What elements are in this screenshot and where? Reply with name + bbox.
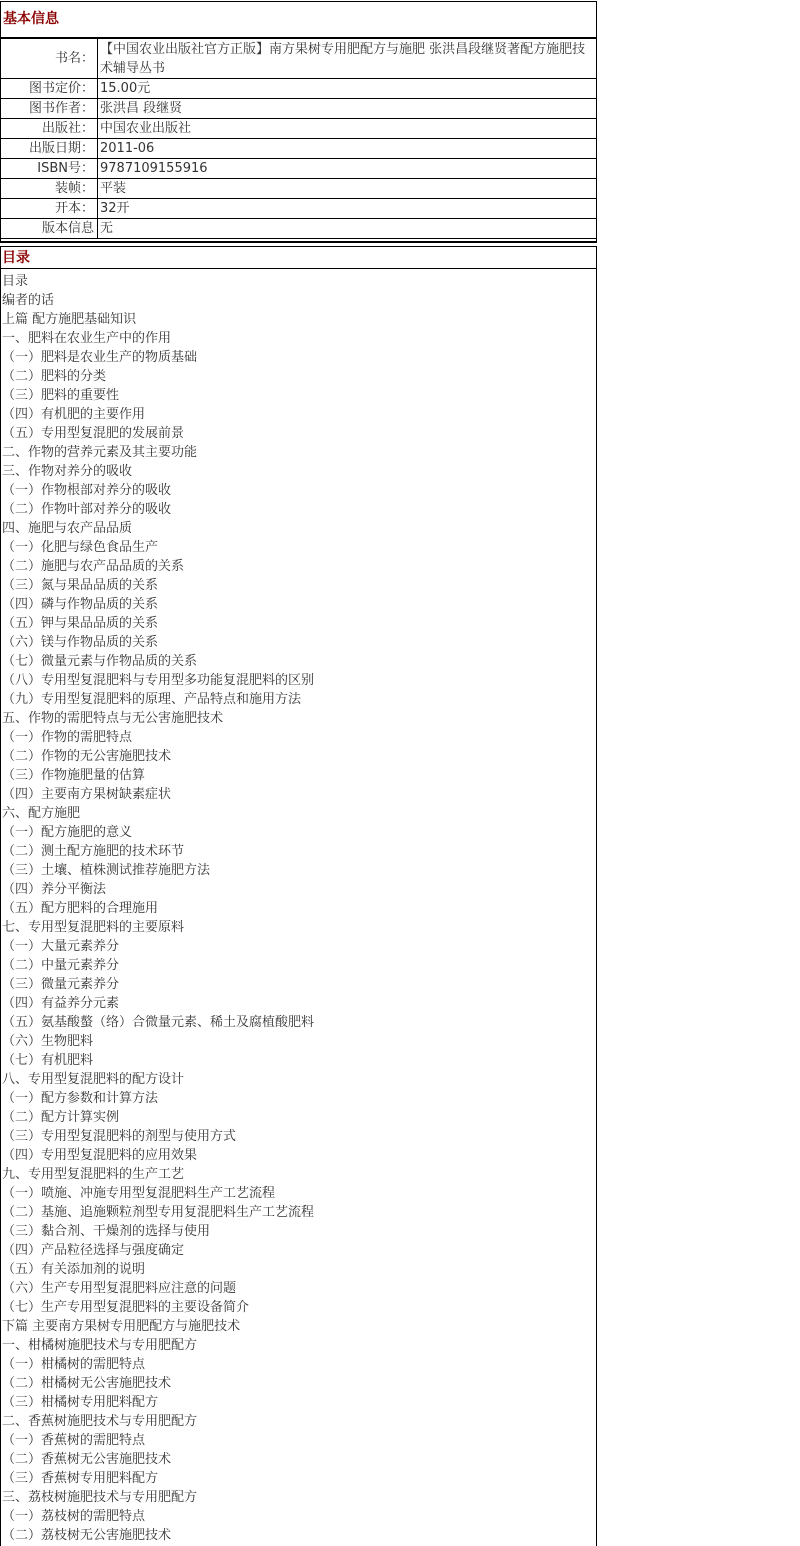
toc-item: 目录 — [2, 274, 29, 289]
info-value: 无 — [98, 219, 597, 239]
info-value: 32开 — [98, 199, 597, 219]
toc-item: （三）柑橘树专用肥料配方 — [2, 1395, 159, 1410]
toc-item: （三）作物施肥量的估算 — [2, 768, 146, 783]
toc-item: 一、肥料在农业生产中的作用 — [2, 331, 172, 346]
toc-item: （二）肥料的分类 — [2, 369, 107, 384]
toc-item: 三、荔枝树施肥技术与专用肥配方 — [2, 1490, 198, 1505]
toc-item: 四、施肥与农产品品质 — [2, 521, 133, 536]
toc-item: （三）黏合剂、干燥剂的选择与使用 — [2, 1224, 211, 1239]
info-row — [1, 219, 596, 239]
toc-item: （一）柑橘树的需肥特点 — [2, 1357, 146, 1372]
toc-item: （三）专用型复混肥料的剂型与使用方式 — [2, 1129, 237, 1144]
toc-item: （二）作物叶部对养分的吸收 — [2, 502, 172, 517]
info-label: 开本： — [1, 199, 98, 219]
toc-item: （二）施肥与农产品品质的关系 — [2, 559, 185, 574]
toc-item: 六、配方施肥 — [2, 806, 81, 821]
toc-item: 三、作物对养分的吸收 — [2, 464, 133, 479]
toc-panel — [0, 246, 597, 1546]
info-value: 中国农业出版社 — [98, 119, 597, 139]
toc-item: （七）微量元素与作物品质的关系 — [2, 654, 198, 669]
toc-item: （七）生产专用型复混肥料的主要设备简介 — [2, 1300, 250, 1315]
toc-item: （三）微量元素养分 — [2, 977, 120, 992]
toc-item: （二）荔枝树无公害施肥技术 — [2, 1528, 172, 1543]
info-label: 图书作者： — [1, 99, 98, 119]
toc-item: （五）专用型复混肥的发展前景 — [2, 426, 185, 441]
toc-item: （二）香蕉树无公害施肥技术 — [2, 1452, 172, 1467]
basic-info-table — [1, 39, 596, 239]
info-row — [1, 39, 596, 79]
info-row — [1, 119, 596, 139]
toc-item: （一）配方参数和计算方法 — [2, 1091, 159, 1106]
toc-item: 九、专用型复混肥料的生产工艺 — [2, 1167, 185, 1182]
toc-item: （一）作物根部对养分的吸收 — [2, 483, 172, 498]
toc-item: （一）配方施肥的意义 — [2, 825, 133, 840]
toc-item: （一）荔枝树的需肥特点 — [2, 1509, 146, 1524]
toc-item: （二）作物的无公害施肥技术 — [2, 749, 172, 764]
toc-item: （二）中量元素养分 — [2, 958, 120, 973]
toc-list — [1, 269, 596, 1545]
toc-item: 一、柑橘树施肥技术与专用肥配方 — [2, 1338, 198, 1353]
toc-item: （二）柑橘树无公害施肥技术 — [2, 1376, 172, 1391]
info-label: 出版日期： — [1, 139, 98, 159]
toc-item: （六）镁与作物品质的关系 — [2, 635, 159, 650]
info-label: 出版社： — [1, 119, 98, 139]
toc-item: （一）喷施、冲施专用型复混肥料生产工艺流程 — [2, 1186, 276, 1201]
toc-item: 二、作物的营养元素及其主要功能 — [2, 445, 198, 460]
info-value: 张洪昌 段继贤 — [98, 99, 597, 119]
info-label: 装帧： — [1, 179, 98, 199]
toc-title: 目录 — [1, 247, 596, 269]
toc-item: （一）肥料是农业生产的物质基础 — [2, 350, 198, 365]
toc-item: （三）氮与果品品质的关系 — [2, 578, 159, 593]
info-row — [1, 199, 596, 219]
toc-item: （五）氨基酸螯（络）合微量元素、稀土及腐植酸肥料 — [2, 1015, 315, 1030]
toc-item: （四）有益养分元素 — [2, 996, 120, 1011]
toc-item: （四）养分平衡法 — [2, 882, 107, 897]
basic-info-panel — [0, 1, 597, 243]
toc-item: （四）有机肥的主要作用 — [2, 407, 146, 422]
toc-item: （六）生物肥料 — [2, 1034, 94, 1049]
toc-item: （六）生产专用型复混肥料应注意的问题 — [2, 1281, 237, 1296]
info-value: 9787109155916 — [98, 159, 597, 179]
info-row — [1, 99, 596, 119]
info-value: 平装 — [98, 179, 597, 199]
toc-item: （四）产品粒径选择与强度确定 — [2, 1243, 185, 1258]
toc-item: 七、专用型复混肥料的主要原料 — [2, 920, 185, 935]
toc-item: （三）肥料的重要性 — [2, 388, 120, 403]
toc-item: 二、香蕉树施肥技术与专用肥配方 — [2, 1414, 198, 1429]
info-label: ISBN号： — [1, 159, 98, 179]
toc-item: （三）香蕉树专用肥料配方 — [2, 1471, 159, 1486]
toc-item: 上篇 配方施肥基础知识 — [2, 312, 137, 327]
info-value: 2011-06 — [98, 139, 597, 159]
toc-item: （九）专用型复混肥料的原理、产品特点和施用方法 — [2, 692, 302, 707]
toc-item: （二）测土配方施肥的技术环节 — [2, 844, 185, 859]
toc-item: （五）有关添加剂的说明 — [2, 1262, 146, 1277]
info-row — [1, 139, 596, 159]
toc-item: （七）有机肥料 — [2, 1053, 94, 1068]
toc-item: （二）基施、追施颗粒剂型专用复混肥料生产工艺流程 — [2, 1205, 315, 1220]
toc-item: （五）钾与果品品质的关系 — [2, 616, 159, 631]
toc-item: 五、作物的需肥特点与无公害施肥技术 — [2, 711, 224, 726]
info-value: 【中国农业出版社官方正版】南方果树专用肥配方与施肥 张洪昌段继贤著配方施肥技术辅导丛书 — [98, 39, 597, 79]
info-label: 版本信息 — [1, 219, 98, 239]
toc-item: 八、专用型复混肥料的配方设计 — [2, 1072, 185, 1087]
basic-info-title: 基本信息 — [1, 2, 596, 39]
toc-item: （二）配方计算实例 — [2, 1110, 120, 1125]
toc-item: 编者的话 — [2, 293, 55, 308]
info-value: 15.00元 — [98, 79, 597, 99]
info-label: 书名： — [1, 39, 98, 79]
info-label: 图书定价： — [1, 79, 98, 99]
info-row — [1, 159, 596, 179]
toc-item: （一）化肥与绿色食品生产 — [2, 540, 159, 555]
toc-item: （一）作物的需肥特点 — [2, 730, 133, 745]
toc-item: （五）配方肥料的合理施用 — [2, 901, 159, 916]
toc-item: （四）磷与作物品质的关系 — [2, 597, 159, 612]
toc-item: （三）土壤、植株测试推荐施肥方法 — [2, 863, 211, 878]
toc-item: （一）香蕉树的需肥特点 — [2, 1433, 146, 1448]
toc-item: （八）专用型复混肥料与专用型多功能复混肥料的区别 — [2, 673, 315, 688]
toc-item: 下篇 主要南方果树专用肥配方与施肥技术 — [2, 1319, 241, 1334]
info-row — [1, 179, 596, 199]
toc-item: （四）专用型复混肥料的应用效果 — [2, 1148, 198, 1163]
toc-item: （一）大量元素养分 — [2, 939, 120, 954]
info-row — [1, 79, 596, 99]
toc-item: （四）主要南方果树缺素症状 — [2, 787, 172, 802]
